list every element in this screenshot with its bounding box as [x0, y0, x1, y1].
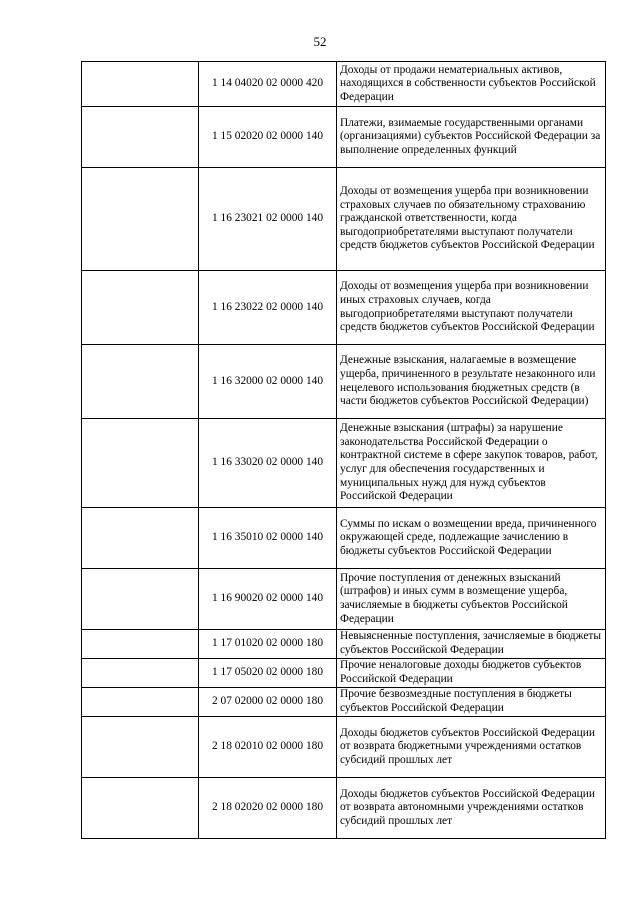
revenue-description: Суммы по искам о возмещении вреда, причиненного окружающей среде, подлежащие зачислению в бюджеты субъектов Российской Федерации: [337, 508, 606, 569]
admin-code-cell: [82, 345, 199, 419]
admin-code-cell: [82, 630, 199, 659]
budget-classification-code: 2 18 02010 02 0000 180: [199, 717, 337, 778]
table-row: [82, 168, 606, 271]
admin-code-cell: [82, 419, 199, 508]
revenue-description: Денежные взыскания (штрафы) за нарушение законодательства Российской Федерации о контрактной системе в сфере закупок товаров, работ, услуг для обеспечения государственных и муниципальных нужд для нужд субъектов Российской Федерации: [337, 419, 606, 508]
table-row: [82, 508, 606, 569]
table-body: [82, 62, 606, 839]
revenue-description: Доходы бюджетов субъектов Российской Федерации от возврата бюджетными учреждениями остатков субсидий прошлых лет: [337, 717, 606, 778]
revenue-description: Прочие поступления от денежных взысканий (штрафов) и иных сумм в возмещение ущерба, зачисляемые в бюджеты субъектов Российской Федерации: [337, 569, 606, 630]
budget-classification-code: 1 17 01020 02 0000 180: [199, 630, 337, 659]
table-row: [82, 717, 606, 778]
page-number: 52: [313, 34, 327, 49]
budget-classification-code: 2 07 02000 02 0000 180: [199, 688, 337, 717]
budget-classification-code: 1 16 23022 02 0000 140: [199, 271, 337, 345]
budget-classification-code: 1 16 35010 02 0000 140: [199, 508, 337, 569]
admin-code-cell: [82, 271, 199, 345]
table-row: [82, 659, 606, 688]
budget-classification-code: 1 16 32000 02 0000 140: [199, 345, 337, 419]
revenue-description: Прочие безвозмездные поступления в бюджеты субъектов Российской Федерации: [337, 688, 606, 717]
budget-classification-code: 2 18 02020 02 0000 180: [199, 778, 337, 839]
table-row: [82, 107, 606, 168]
table-row: [82, 345, 606, 419]
admin-code-cell: [82, 569, 199, 630]
budget-classification-code: 1 14 04020 02 0000 420: [199, 62, 337, 107]
revenue-description: Доходы от возмещения ущерба при возникновении иных страховых случаев, когда выгодоприобретателями выступают получатели средств бюджетов субъектов Российской Федерации: [337, 271, 606, 345]
admin-code-cell: [82, 508, 199, 569]
admin-code-cell: [82, 62, 199, 107]
revenue-description: Доходы от возмещения ущерба при возникновении страховых случаев по обязательному страхованию гражданской ответственности, когда выгодоприобретателями выступают получатели средств бюджетов субъектов Российской Федерации: [337, 168, 606, 271]
budget-classification-code: 1 16 33020 02 0000 140: [199, 419, 337, 508]
admin-code-cell: [82, 107, 199, 168]
budget-classification-code: 1 17 05020 02 0000 180: [199, 659, 337, 688]
admin-code-cell: [82, 688, 199, 717]
revenue-description: Платежи, взимаемые государственными органами (организациями) субъектов Российской Федерации за выполнение определенных функций: [337, 107, 606, 168]
admin-code-cell: [82, 659, 199, 688]
table-row: [82, 630, 606, 659]
revenue-description: Доходы от продажи нематериальных активов, находящихся в собственности субъектов Российской Федерации: [337, 62, 606, 107]
revenue-description: Невыясненные поступления, зачисляемые в бюджеты субъектов Российской Федерации: [337, 630, 606, 659]
table-row: [82, 569, 606, 630]
table-row: [82, 271, 606, 345]
table-row: [82, 62, 606, 107]
admin-code-cell: [82, 717, 199, 778]
table-row: [82, 419, 606, 508]
revenue-codes-table: [81, 61, 606, 839]
admin-code-cell: [82, 778, 199, 839]
budget-classification-code: 1 16 23021 02 0000 140: [199, 168, 337, 271]
revenue-description: Прочие неналоговые доходы бюджетов субъектов Российской Федерации: [337, 659, 606, 688]
table-row: [82, 688, 606, 717]
revenue-description: Денежные взыскания, налагаемые в возмещение ущерба, причиненного в результате незаконного или нецелевого использования бюджетных средств (в части бюджетов субъектов Российской Федерации): [337, 345, 606, 419]
table-row: [82, 778, 606, 839]
admin-code-cell: [82, 168, 199, 271]
budget-classification-code: 1 16 90020 02 0000 140: [199, 569, 337, 630]
revenue-description: Доходы бюджетов субъектов Российской Федерации от возврата автономными учреждениями остатков субсидий прошлых лет: [337, 778, 606, 839]
budget-classification-code: 1 15 02020 02 0000 140: [199, 107, 337, 168]
